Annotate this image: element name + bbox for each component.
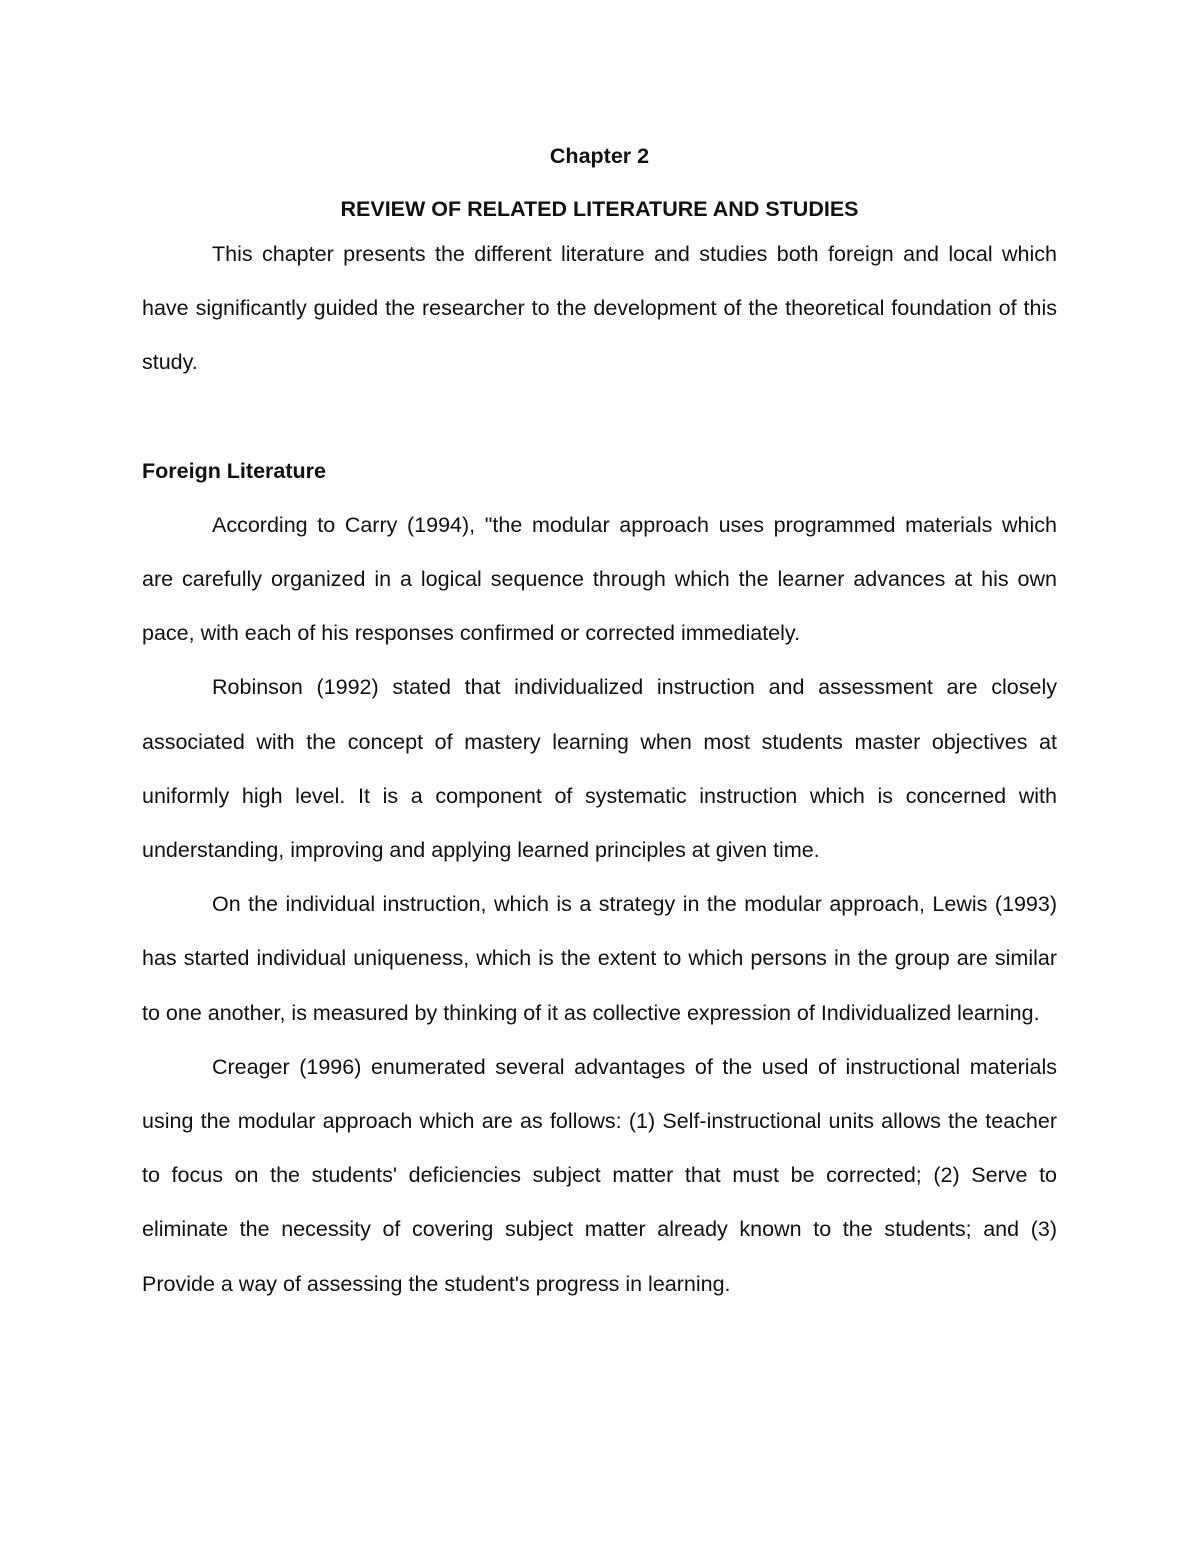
- chapter-title: REVIEW OF RELATED LITERATURE AND STUDIES: [340, 197, 859, 221]
- section-heading: Foreign Literature: [142, 458, 326, 483]
- intro-paragraph: This chapter presents the different literature and studies both foreign and local which have significantly guided the researcher to the development of the theoretical foundation of this study.: [142, 242, 1057, 375]
- body-paragraph-robinson: Robinson (1992) stated that individualized instruction and assessment are closely associated with the concept of mastery learning when most students master objectives at uniformly high level. It is a component of systematic instruction which is concerned with understanding, improving and applying learned principles at given time.: [142, 675, 1057, 863]
- body-paragraph-creager: Creager (1996) enumerated several advantages of the used of instructional materials using the modular approach which are as follows: (1) Self-instructional units allows the teacher to focus on the students' deficiencies subject matter that must be corrected; (2) Serve to eliminate the necessity of covering subject matter already known to the students; and (3) Provide a way of assessing the student's progress in learning.: [142, 1054, 1057, 1296]
- page-content: [142, 138, 1057, 1311]
- body-paragraph-carry: According to Carry (1994), "the modular approach uses programmed materials which are carefully organized in a logical sequence through which the learner advances at his own pace, with each of his responses confirmed or corrected immediately.: [142, 512, 1057, 646]
- body-paragraph-lewis: On the individual instruction, which is a strategy in the modular approach, Lewis (1993) has started individual uniqueness, which is the extent to which persons in the group are similar to one another, is measured by thinking of it as collective expression of Individualized learning.: [142, 892, 1057, 1025]
- chapter-number: Chapter 2: [549, 144, 650, 168]
